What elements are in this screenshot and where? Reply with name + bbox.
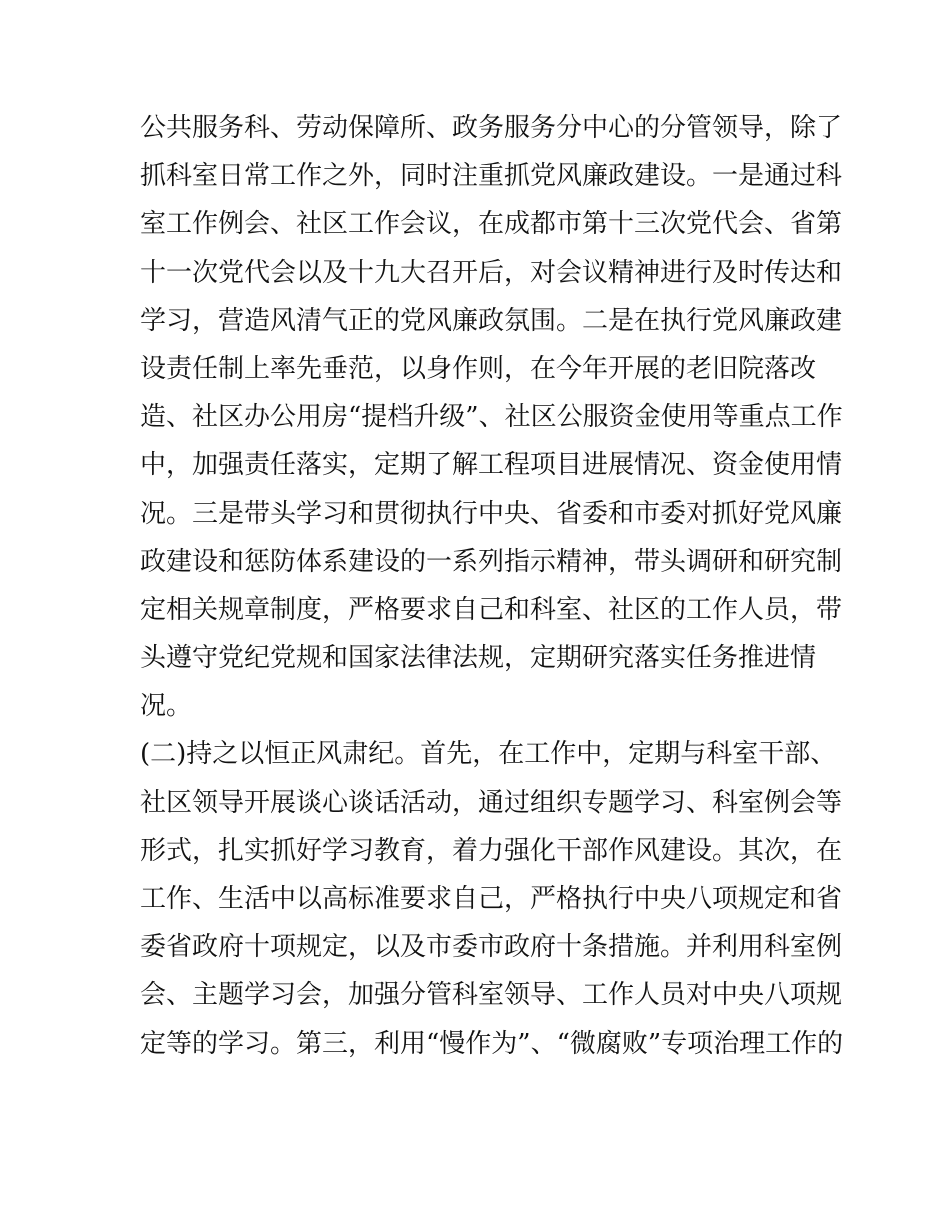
section-heading-line: (二)持之以恒正风肃纪。首先，在工作中，定期与科室干部、	[140, 739, 837, 770]
text-line: 公共服务科、劳动保障所、政务服务分中心的分管领导，除了	[140, 113, 843, 143]
text-line: 定等的学习。第三，利用“慢作为”、“微腐败”专项治理工作的	[140, 1028, 844, 1059]
text-line: 设责任制上率先垂范，以身作则，在今年开展的老旧院落改	[140, 353, 817, 384]
body-text	[140, 104, 844, 1068]
text-line: 政建设和惩防体系建设的一系列指示精神，带头调研和研究制	[140, 546, 843, 577]
text-line: 定相关规章制度，严格要求自己和科室、社区的工作人员，带	[140, 594, 843, 625]
text-line: 中，加强责任落实，定期了解工程项目进展情况、资金使用情	[140, 450, 843, 481]
text-line: 社区领导开展谈心谈话活动，通过组织专题学习、科室例会等	[140, 787, 843, 818]
text-line: 委省政府十项规定，以及市委市政府十条措施。并利用科室例	[140, 932, 843, 963]
text-line: 头遵守党纪党规和国家法律法规，定期研究落实任务推进情	[140, 643, 817, 674]
text-line: 十一次党代会以及十九大召开后，对会议精神进行及时传达和	[140, 257, 843, 288]
text-line: 况。	[140, 691, 193, 722]
text-line: 会、主题学习会，加强分管科室领导、工作人员对中央八项规	[140, 980, 843, 1011]
text-line: 造、社区办公用房“提档升级”、社区公服资金使用等重点工作	[140, 402, 843, 433]
text-line: 抓科室日常工作之外，同时注重抓党风廉政建设。一是通过科	[140, 161, 843, 192]
text-line: 学习，营造风清气正的党风廉政氛围。二是在执行党风廉政建	[140, 305, 843, 336]
text-line: 形式，扎实抓好学习教育，着力强化干部作风建设。其次，在	[140, 835, 843, 866]
text-line: 工作、生活中以高标准要求自己，严格执行中央八项规定和省	[140, 884, 843, 914]
text-line: 况。三是带头学习和贯彻执行中央、省委和市委对抓好党风廉	[140, 498, 843, 529]
text-line: 室工作例会、社区工作会议，在成都市第十三次党代会、省第	[140, 209, 843, 240]
